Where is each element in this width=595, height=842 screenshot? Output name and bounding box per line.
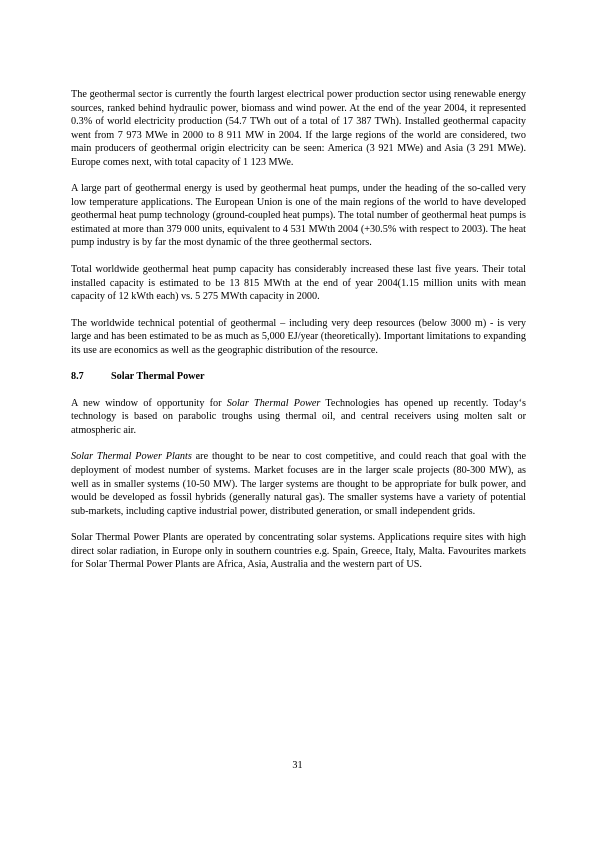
document-page — [71, 88, 526, 572]
paragraph-geothermal-sector: The geothermal sector is currently the fourth largest electrical power production sector using renewable energy sources, ranked behind hydraulic power, biomass and wind power. At the end of the year 2004, it represented 0.3% of world electricity production (54.7 TWh out of a total of 17 387 TWh). Installed geothermal capacity went from 7 973 MWe in 2000 to 8 911 MW in 2004. If the large regions of the world are considered, two main producers of geothermal origin electricity can be seen: America (3 921 MWe) and Asia (3 291 MWe). Europe comes next, with total capacity of 1 123 MWe. — [71, 89, 526, 168]
paragraph-window-of-opportunity — [71, 397, 526, 438]
paragraph-geothermal-heat-pumps: A large part of geothermal energy is used by geothermal heat pumps, under the heading of the so-called very low temperature applications. The European Union is one of the main regions of the world to have developed geothermal heat pump technology (ground-coupled heat pumps). The total number of geothermal heat pumps is estimated at more than 379 000 units, equivalent to 4 531 MWth 2004 (+30.5% with respect to 2003). The heat pump industry is by far the most dynamic of the three geothermal sectors. — [71, 183, 527, 249]
paragraph-text: A new window of opportunity for — [71, 397, 227, 409]
paragraph-technical-potential: The worldwide technical potential of geothermal – including very deep resources (below 3000 m) - is very large and has been estimated to be as much as 5,000 EJ/year (theoretically). Important limitations to expanding its use are economics as well as the geographic distribution of the resource. — [71, 317, 526, 356]
paragraph-solar-plants-operation: Solar Thermal Power Plants are operated by concentrating solar systems. Applications require sites with high direct solar radiation, in Europe only in southern countries e.g. Spain, Greece, Italy, Malta. Favourites markets for Solar Thermal Power Plants are Africa, Asia, Australia and the western part of US. — [71, 532, 526, 571]
paragraph-heat-pump-capacity: Total worldwide geothermal heat pump capacity has considerably increased these last five years. Their total installed capacity is estimated to be 13 815 MWth at the end of year 2004(1.15 million units with mean capacity of 12 kWth each) vs. 5 275 MWth capacity in 2000. — [71, 264, 526, 303]
paragraph-text: are thought to be near to cost competitive, and could reach that goal with the deployment of modest number of systems. Market focuses are in the larger scale projects (80-300 MW), as well as in smaller systems (10-50 MW). The larger systems are thought to be appropriate for bulk power, and would be developed as fossil hybrids (generally natural gas). The smaller systems have a variety of potential sub-markets, including captive industrial power, distributed generation, or small independent grids. — [71, 451, 526, 517]
emphasis-text: Solar Thermal Power Plants — [71, 451, 192, 463]
page-number: 31 — [292, 760, 303, 771]
section-number: 8.7 — [71, 371, 84, 383]
section-heading — [71, 370, 526, 384]
paragraph-solar-plants-cost — [71, 450, 526, 518]
emphasis-text: Solar Thermal Power — [226, 397, 321, 409]
paragraph-text: Technologies has opened up recently. Today‘s technology is based on parabolic troughs using thermal oil, and central receivers using molten salt or atmospheric air. — [71, 397, 526, 436]
section-title: Solar Thermal Power — [111, 371, 205, 383]
